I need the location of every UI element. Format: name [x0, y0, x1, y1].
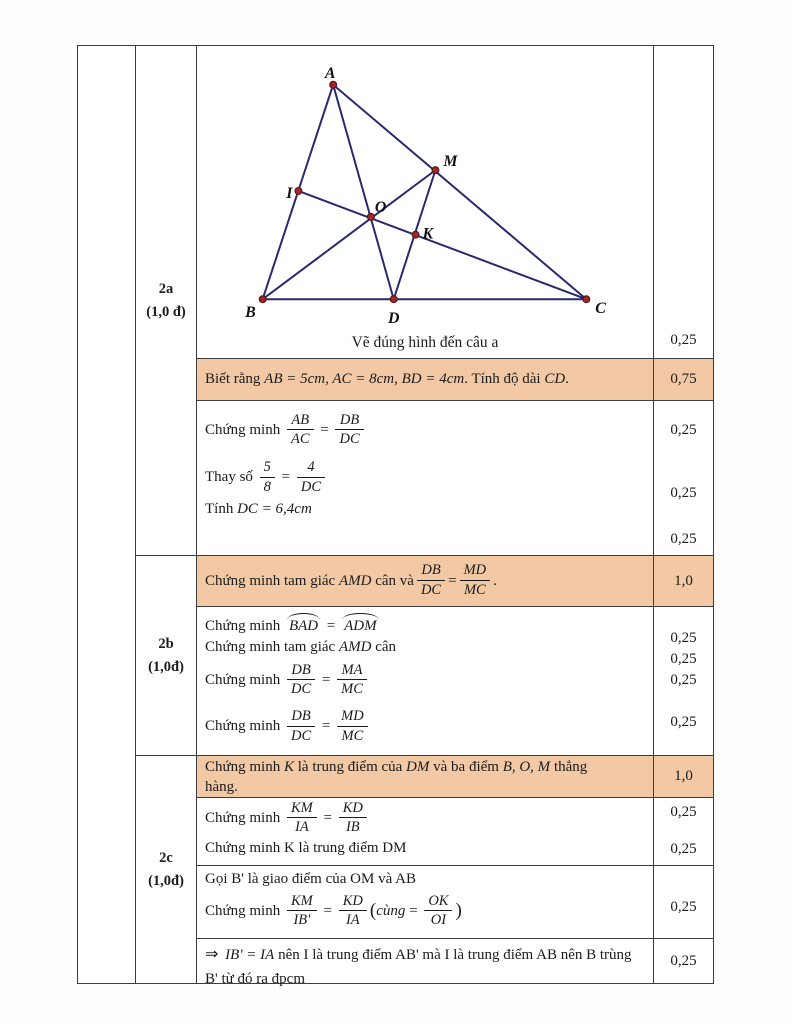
point-D: [390, 296, 397, 303]
fraction: $\frac{MD}{MC}$: [460, 562, 491, 597]
question-label-2c: [136, 756, 196, 983]
point-K: [412, 231, 419, 238]
banner-text: [197, 359, 653, 400]
open-paren: (: [369, 899, 377, 921]
figure-segments: [263, 85, 587, 299]
question-label-2b: [136, 556, 196, 756]
work-line: [205, 613, 653, 635]
equals-sign: =: [323, 902, 332, 919]
question-points: (1,0đ): [148, 658, 184, 675]
score-value: 0,25: [670, 898, 697, 915]
score-value: 0,25: [670, 531, 697, 547]
score-value: 0,25: [670, 672, 697, 688]
score-value: 0,25: [670, 485, 697, 501]
work-cell-2a: [197, 401, 654, 555]
figure-label-O: O: [374, 198, 387, 216]
figure-label-B: B: [245, 304, 256, 322]
fraction: $\frac{OK}{OI}$: [424, 893, 452, 928]
score-value: 0,25: [670, 651, 697, 667]
fraction: $\frac{DB}{DC}$: [417, 562, 445, 597]
fraction: $\frac{5}{8}$: [260, 459, 275, 494]
banner-math: CD: [544, 371, 566, 387]
equals-sign: =: [281, 469, 291, 486]
empty-left-column: [78, 46, 136, 983]
banner-cell: [197, 556, 654, 606]
work-text: Chứng minh tam giác: [205, 639, 336, 655]
banner-pre: Biết rằng: [205, 371, 261, 387]
work-line: [205, 709, 653, 744]
score-cell: [654, 756, 713, 797]
work-line: Chứng minh K là trung điểm DM: [205, 840, 407, 857]
question-number: 2c: [159, 850, 173, 867]
equals-sign: =: [448, 572, 457, 589]
work-math: DC = 6,4cm: [237, 500, 312, 517]
figure-label-C: C: [595, 300, 606, 318]
point-I: [295, 188, 302, 195]
banner-cell: [197, 756, 654, 797]
work-text: Chứng minh: [205, 422, 281, 439]
work-math: AMD: [338, 639, 372, 655]
angle-hat: BAD: [286, 613, 321, 635]
score-cell: [654, 359, 713, 400]
fraction: $\frac{DB}{DC}$: [287, 662, 315, 697]
score-cell: [654, 556, 713, 606]
score-value: 0,25: [670, 952, 697, 969]
question-label-column: [136, 46, 197, 983]
work-line: [205, 639, 653, 656]
score-value: 0,25: [670, 714, 697, 730]
fraction: $\frac{4}{DC}$: [297, 459, 325, 494]
work-text: Tính: [205, 500, 234, 517]
score-cell: [654, 866, 713, 938]
fraction: $\frac{AB}{AC}$: [287, 412, 314, 447]
banner-math: DM: [406, 759, 430, 775]
banner-cell: [197, 359, 654, 400]
work-line: [205, 413, 653, 448]
row-banner-2b: [197, 556, 713, 607]
banner-mid: . Tính độ dài: [464, 371, 541, 387]
figure-label-A: A: [324, 64, 336, 82]
work-text: Chứng minh: [205, 810, 281, 827]
score-value: 0,25: [670, 804, 697, 820]
fraction: $\frac{MD}{MC}$: [337, 708, 368, 743]
point-O: [367, 213, 374, 220]
work-text: Chứng minh: [205, 672, 281, 689]
figure-caption: Vẽ đúng hình đến câu a: [351, 334, 499, 351]
work-text: Thay số: [205, 469, 253, 486]
point-C: [583, 296, 590, 303]
fraction: $\frac{KD}{IB}$: [339, 800, 367, 835]
figure-label-I: I: [286, 184, 293, 202]
question-label-2a: [136, 46, 196, 556]
triangle-figure: [198, 48, 652, 329]
equals-sign: =: [321, 672, 331, 689]
work-cell: [197, 798, 654, 865]
banner-math: K: [283, 759, 294, 775]
work-line: [205, 801, 653, 836]
banner-text: [197, 556, 653, 606]
point-M: [432, 167, 439, 174]
question-points: (1,0 đ): [146, 303, 186, 320]
work-line: [205, 663, 653, 698]
row-work-2b: [197, 607, 713, 756]
question-points: (1,0đ): [148, 872, 184, 889]
score-value: 0,25: [670, 332, 697, 348]
question-number: 2b: [158, 636, 174, 653]
equals-sign: =: [326, 618, 336, 634]
banner-pre: Chứng minh: [205, 759, 281, 775]
close-paren: ): [455, 899, 462, 921]
question-number: 2a: [158, 281, 174, 298]
point-A: [330, 81, 337, 88]
score-value: 0,25: [670, 841, 697, 857]
point-B: [259, 296, 266, 303]
row-work-2c-1: [197, 798, 713, 866]
figure-label-D: D: [387, 310, 400, 328]
work-text: Chứng minh: [205, 902, 281, 919]
banner-end: .: [493, 572, 497, 589]
answer-table: [77, 45, 714, 987]
row-banner-2a: [197, 359, 713, 401]
banner-math: AMD: [338, 572, 372, 589]
work-text: cân: [375, 639, 397, 655]
banner-text: [197, 756, 653, 797]
row-work-2c-2: [197, 866, 713, 939]
banner-text-part: là trung điểm của: [297, 759, 403, 775]
angle-hat: ADM: [341, 613, 380, 635]
work-line: [205, 501, 653, 518]
fraction: $\frac{DB}{DC}$: [335, 412, 363, 447]
work-math: cùng: [376, 902, 406, 919]
banner-end: .: [565, 371, 569, 387]
score-cell: [654, 46, 713, 358]
equals-sign: =: [409, 902, 418, 919]
fraction: $\frac{KM}{IB'}$: [287, 893, 317, 928]
work-cell-2b: [197, 607, 654, 755]
figure-wrapper: [197, 46, 653, 329]
work-math: IB' = IA: [225, 947, 275, 963]
score-value: 1,0: [674, 572, 693, 589]
banner-text-part: và ba điểm: [433, 759, 499, 775]
figure-label-K: K: [422, 225, 434, 243]
score-value: 0,25: [670, 630, 697, 646]
work-line: [205, 460, 653, 495]
figure-label-M: M: [443, 153, 458, 171]
fraction: $\frac{KM}{IA}$: [287, 800, 317, 835]
score-value: 0,25: [670, 422, 697, 438]
equals-sign: =: [321, 718, 331, 735]
fraction: $\frac{MA}{MC}$: [337, 662, 367, 697]
work-cell: [197, 939, 654, 987]
content-score-grid: [197, 46, 713, 987]
figure-point-markers: [259, 81, 590, 302]
row-conclusion-2c: [197, 939, 713, 987]
equals-sign: =: [323, 810, 332, 827]
fraction: $\frac{DB}{DC}$: [287, 708, 315, 743]
equals-sign: =: [320, 422, 329, 439]
work-cell: [197, 866, 654, 938]
score-cell: [654, 607, 713, 755]
score-cell: [654, 939, 713, 983]
banner-pre: Chứng minh tam giác: [205, 572, 336, 589]
banner-text-part: thẳng hàng.: [205, 759, 588, 795]
score-cell: [654, 401, 713, 555]
score-value: 0,75: [670, 371, 697, 387]
work-text: Chứng minh: [205, 718, 281, 735]
row-work-2a: [197, 401, 713, 556]
implies-arrow: ⇒: [205, 946, 219, 963]
row-figure: [197, 46, 713, 359]
banner-math: AB = 5cm, AC = 8cm, BD = 4cm: [264, 371, 465, 387]
row-banner-2c: [197, 756, 713, 798]
banner-mid: cân và: [375, 572, 414, 589]
work-text: Chứng minh: [205, 618, 281, 634]
banner-math: B, O, M: [502, 759, 551, 775]
score-value: 1,0: [674, 768, 693, 784]
banner-inline: [205, 758, 619, 797]
work-line: [205, 894, 653, 929]
work-text: nên I là trung điểm AB' mà I là trung điểm AB nên B trùng B' từ đó ra đpcm: [205, 947, 632, 987]
work-line: Gọi B' là giao điểm của OM và AB: [205, 871, 417, 887]
score-cell: [654, 798, 713, 865]
fraction: $\frac{KD}{IA}$: [339, 893, 367, 928]
figure-cell: [197, 46, 654, 358]
